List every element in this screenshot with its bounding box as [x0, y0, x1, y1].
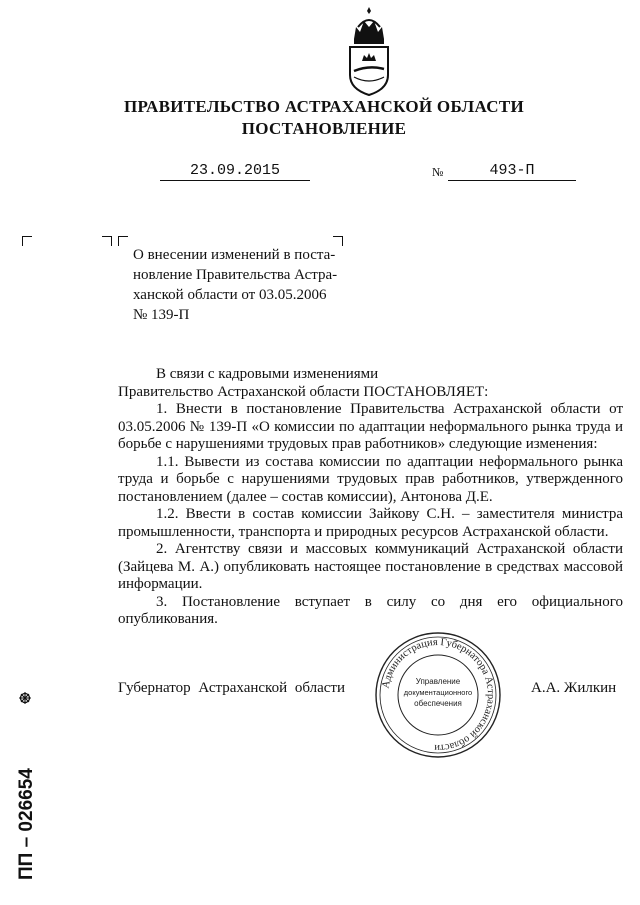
document-subject	[133, 245, 345, 325]
stamp-center-line: Управление	[415, 677, 461, 686]
bracket-corner-left	[22, 236, 32, 246]
side-serial-number	[10, 690, 40, 880]
subject-line: О внесении изменений в поста-	[133, 247, 336, 263]
paragraph-3: 3. Постановление вступает в силу со дня его официального опубликования.	[118, 593, 623, 627]
document-body	[118, 366, 623, 629]
document-date: 23.09.2015	[189, 162, 280, 179]
stamp-center-line: обеспечения	[414, 699, 462, 708]
stamp-ring-text: Администрация Губернатора Астраханской области	[380, 636, 497, 754]
asterisk-icon	[19, 692, 31, 704]
stamp-center-line: документационного	[403, 688, 473, 697]
bracket-corner-mid-left	[118, 236, 128, 246]
serial-number-text: ПП – 026654	[16, 768, 37, 880]
official-stamp	[373, 630, 503, 760]
subject-line: № 139-П	[133, 307, 190, 323]
government-heading: ПРАВИТЕЛЬСТВО АСТРАХАНСКОЙ ОБЛАСТИ	[124, 97, 524, 116]
date-underline	[160, 179, 310, 181]
number-underline	[448, 179, 576, 181]
paragraph-1-1: 1.1. Вывести из состава комиссии по адаптации неформального рынка труда и борьбе с нарушениями трудовых прав работников, утвержденного постановлением (далее – состав комиссии), Антонова Д.Е.	[118, 453, 623, 505]
coat-of-arms-emblem	[340, 5, 398, 97]
bracket-corner-mid-right	[102, 236, 112, 246]
subject-line: ханской области от 03.05.2006	[133, 287, 327, 303]
paragraph-1: 1. Внести в постановление Правительства Астраханской области от 03.05.2006 № 139-П «О комиссии по адаптации неформального рынка труда и борьбе с нарушениями трудовых прав работников» следующие изменения:	[118, 401, 623, 452]
intro-line: В связи с кадровыми изменениями	[156, 366, 379, 382]
intro-line: Правительство Астраханской области ПОСТАНОВЛЯЕТ:	[118, 383, 489, 400]
paragraph-1-2: 1.2. Ввести в состав комиссии Зайкову С.Н. – заместителя министра промышленности, транспорта и природных ресурсов Астраханской области.	[118, 506, 623, 540]
subject-line: новление Правительства Астра-	[133, 267, 338, 283]
signatory-position: Губернатор Астраханской области	[118, 680, 346, 696]
document-number: 493-П	[489, 162, 535, 179]
signatory-name: А.А. Жилкин	[531, 680, 617, 696]
number-sign: №	[432, 165, 444, 179]
document-type-heading: ПОСТАНОВЛЕНИЕ	[241, 119, 407, 138]
paragraph-2: 2. Агентству связи и массовых коммуникаций Астраханской области (Зайцева М. А.) опубликовать настоящее постановление в средствах массовой информации.	[118, 541, 623, 592]
